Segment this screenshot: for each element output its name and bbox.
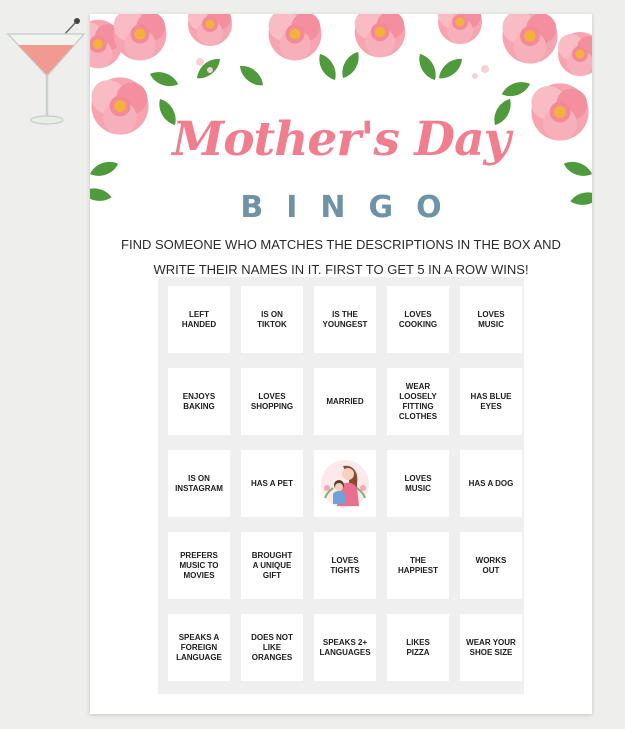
bingo-cell: LEFT HANDED bbox=[168, 286, 230, 353]
bingo-cell: IS ON INSTAGRAM bbox=[168, 450, 230, 517]
bingo-cell: WORKS OUT bbox=[460, 532, 522, 599]
bingo-cell: WEAR LOOSELY FITTING CLOTHES bbox=[387, 368, 449, 435]
bingo-cell: IS ON TIKTOK bbox=[241, 286, 303, 353]
bingo-cell: HAS A DOG bbox=[460, 450, 522, 517]
bingo-cell: LIKES PIZZA bbox=[387, 614, 449, 681]
bingo-cell: LOVES TIGHTS bbox=[314, 532, 376, 599]
free-space-cell bbox=[314, 450, 376, 517]
bingo-cell: LOVES COOKING bbox=[387, 286, 449, 353]
instructions bbox=[120, 232, 562, 282]
instructions-line-2: WRITE THEIR NAMES IN IT. FIRST TO GET 5 IN A ROW WINS! bbox=[153, 262, 529, 277]
martini-glass-icon bbox=[4, 16, 90, 132]
bingo-cell: ENJOYS BAKING bbox=[168, 368, 230, 435]
bingo-cell: THE HAPPIEST bbox=[387, 532, 449, 599]
bingo-cell: LOVES MUSIC bbox=[460, 286, 522, 353]
bingo-cell: IS THE YOUNGEST bbox=[314, 286, 376, 353]
mother-and-child-illustration bbox=[317, 458, 373, 510]
instructions-line-1: FIND SOMEONE WHO MATCHES THE DESCRIPTIONS IN THE BOX AND bbox=[121, 237, 561, 252]
bingo-cell: HAS A PET bbox=[241, 450, 303, 517]
bingo-heading: BINGO bbox=[240, 190, 465, 225]
bingo-cell: PREFERS MUSIC TO MOVIES bbox=[168, 532, 230, 599]
bingo-grid bbox=[158, 277, 524, 694]
bingo-cell: SPEAKS A FOREIGN LANGUAGE bbox=[168, 614, 230, 681]
bingo-cell: MARRIED bbox=[314, 368, 376, 435]
bingo-cell: SPEAKS 2+ LANGUAGES bbox=[314, 614, 376, 681]
bingo-cell: LOVES MUSIC bbox=[387, 450, 449, 517]
page-title: Mother's Day bbox=[172, 112, 510, 167]
bingo-card-page bbox=[90, 14, 592, 714]
bingo-cell: HAS BLUE EYES bbox=[460, 368, 522, 435]
bingo-cell: WEAR YOUR SHOE SIZE bbox=[460, 614, 522, 681]
bingo-cell: BROUGHT A UNIQUE GIFT bbox=[241, 532, 303, 599]
bingo-cell: DOES NOT LIKE ORANGES bbox=[241, 614, 303, 681]
bingo-cell: LOVES SHOPPING bbox=[241, 368, 303, 435]
